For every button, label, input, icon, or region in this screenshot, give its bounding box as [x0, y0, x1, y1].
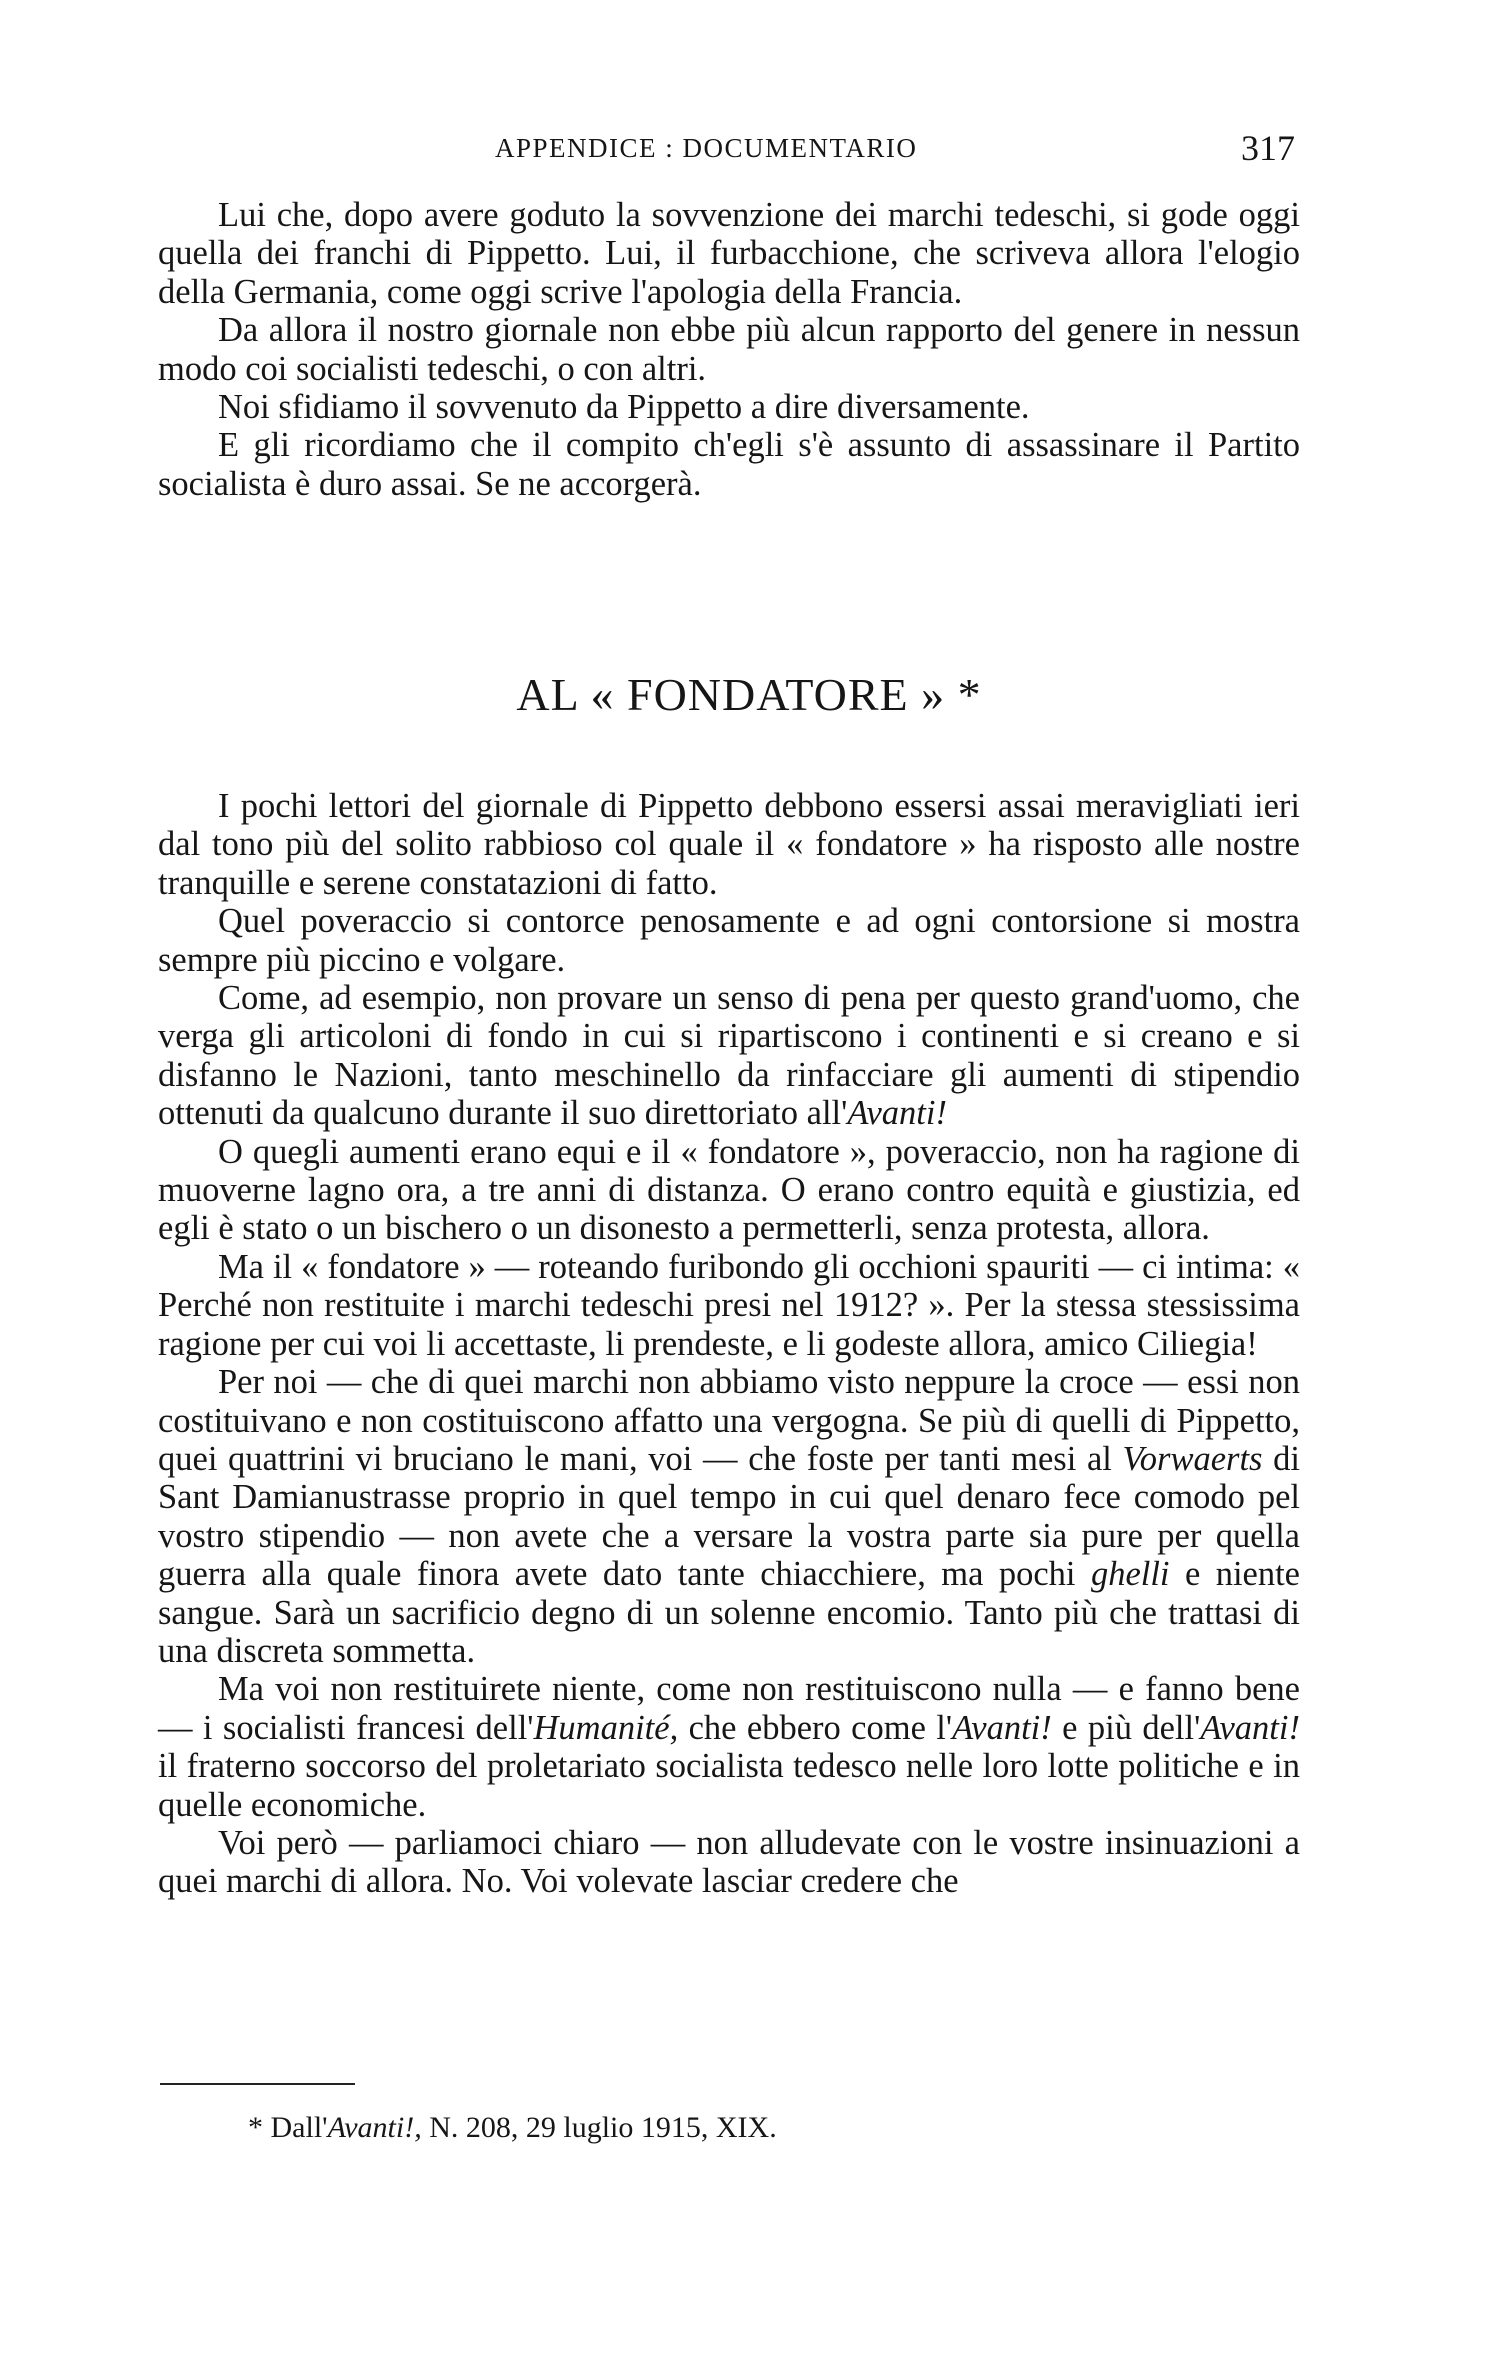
text-run: Come, ad esempio, non provare un senso di pena per questo grand'uomo, che verga gli articoloni di fondo in cui si ripartiscono i continenti e si creano e si disfanno le Nazioni, tanto meschinello da rinfacciare gli aumenti di stipendio ottenuti da qualcuno durante il suo direttoriato all' [158, 979, 1300, 1133]
text-run: e niente sangue. Sarà un sacrificio degno di un solenne encomio. Tanto più che trattasi di una discreta sommetta. [158, 1555, 1300, 1670]
paragraph: E gli ricordiamo che il compito ch'egli s'è assunto di assassinare il Partito socialista è duro assai. Se ne accorgerà. [158, 426, 1300, 503]
text-run: e più dell' [1051, 1708, 1201, 1747]
paragraph [158, 1670, 1300, 1824]
italic-run: Avanti! [1200, 1708, 1300, 1747]
italic-run: Avanti! [952, 1708, 1052, 1747]
page-header [495, 128, 1295, 173]
italic-run: Vorwaerts [1122, 1439, 1263, 1478]
text-run: che ebbero come l' [678, 1708, 953, 1747]
text-run: il fraterno soccorso del proletariato socialista tedesco nelle loro lotte politiche e in quelle economiche. [158, 1747, 1300, 1824]
text-run: di Sant Damianustrasse proprio in quel tempo in cui quel denaro fece comodo pel vostro stipendio — non avete che a versare la vostra parte sia pure per quella guerra alla quale finora avete dato tante chiacchiere, ma pochi [158, 1439, 1300, 1594]
paragraph: Ma il « fondatore » — roteando furibondo gli occhioni spauriti — ci intima: « Perché non restituite i marchi tedeschi presi nel 1912? ». Per la stessa stessissima ragione per cui voi li accettaste, li prendeste, e li godeste allora, amico Ciliegia! [158, 1247, 1300, 1363]
footnote [248, 2111, 777, 2145]
page-number: 317 [1241, 128, 1295, 168]
paragraph: Lui che, dopo avere goduto la sovvenzione dei marchi tedeschi, si gode oggi quella dei franchi di Pippetto. Lui, il furbacchione, che scriveva allora l'elogio della Germania, come oggi scrive l'apologia della Francia. [158, 196, 1300, 311]
text-run: Per noi — che di quei marchi non abbiamo visto neppure la croce — essi non costituivano e non costituiscono affatto una vergogna. Se più di quelli di Pippetto, quei quattrini vi bruciano le mani, voi — che foste per tanti mesi al [158, 1363, 1300, 1478]
running-head: APPENDICE : DOCUMENTARIO [495, 133, 918, 163]
paragraph: Da allora il nostro giornale non ebbe più alcun rapporto del genere in nessun modo coi socialisti tedeschi, o con altri. [158, 311, 1300, 388]
footnote-suffix: N. 208, 29 luglio 1915, XIX. [421, 2111, 777, 2144]
paragraph: Noi sfidiamo il sovvenuto da Pippetto a dire diversamente. [218, 388, 1030, 427]
paragraph [158, 979, 1300, 1133]
article-title: AL « FONDATORE » * [516, 669, 982, 720]
italic-run: Avanti! [847, 1094, 947, 1133]
continuation-text [158, 196, 1300, 503]
footnote-prefix: * Dall' [248, 2111, 328, 2144]
paragraph: Quel poveraccio si contorce penosamente e ad ogni contorsione si mostra sempre più piccino e volgare. [158, 902, 1300, 979]
paragraph: Voi però — parliamoci chiaro — non alludevate con le vostre insinuazioni a quei marchi di allora. No. Voi volevate lasciar credere che [158, 1823, 1300, 1901]
paragraph: O quegli aumenti erano equi e il « fondatore », poveraccio, non ha ragione di muoverne lagno ora, a tre anni di distanza. O erano contro equità e giustizia, ed egli è stato o un bischero o un disonesto a permetterli, senza protesta, allora. [158, 1132, 1300, 1248]
text-run: Ma voi non restituirete niente, come non restituiscono nulla — e fanno bene — i socialisti francesi dell' [158, 1670, 1300, 1747]
paragraph [158, 1363, 1300, 1670]
footnote-italic: Avanti!, [327, 2111, 422, 2144]
paragraph: I pochi lettori del giornale di Pippetto debbono essersi assai meravigliati ieri dal tono più del solito rabbioso col quale il « fondatore » ha risposto alle nostre tranquille e serene constatazioni di fatto. [158, 787, 1300, 902]
italic-run: ghelli [1090, 1555, 1170, 1594]
footnote-rule [160, 2083, 355, 2085]
italic-run: Humanité, [533, 1708, 679, 1747]
article-body [158, 787, 1300, 1901]
